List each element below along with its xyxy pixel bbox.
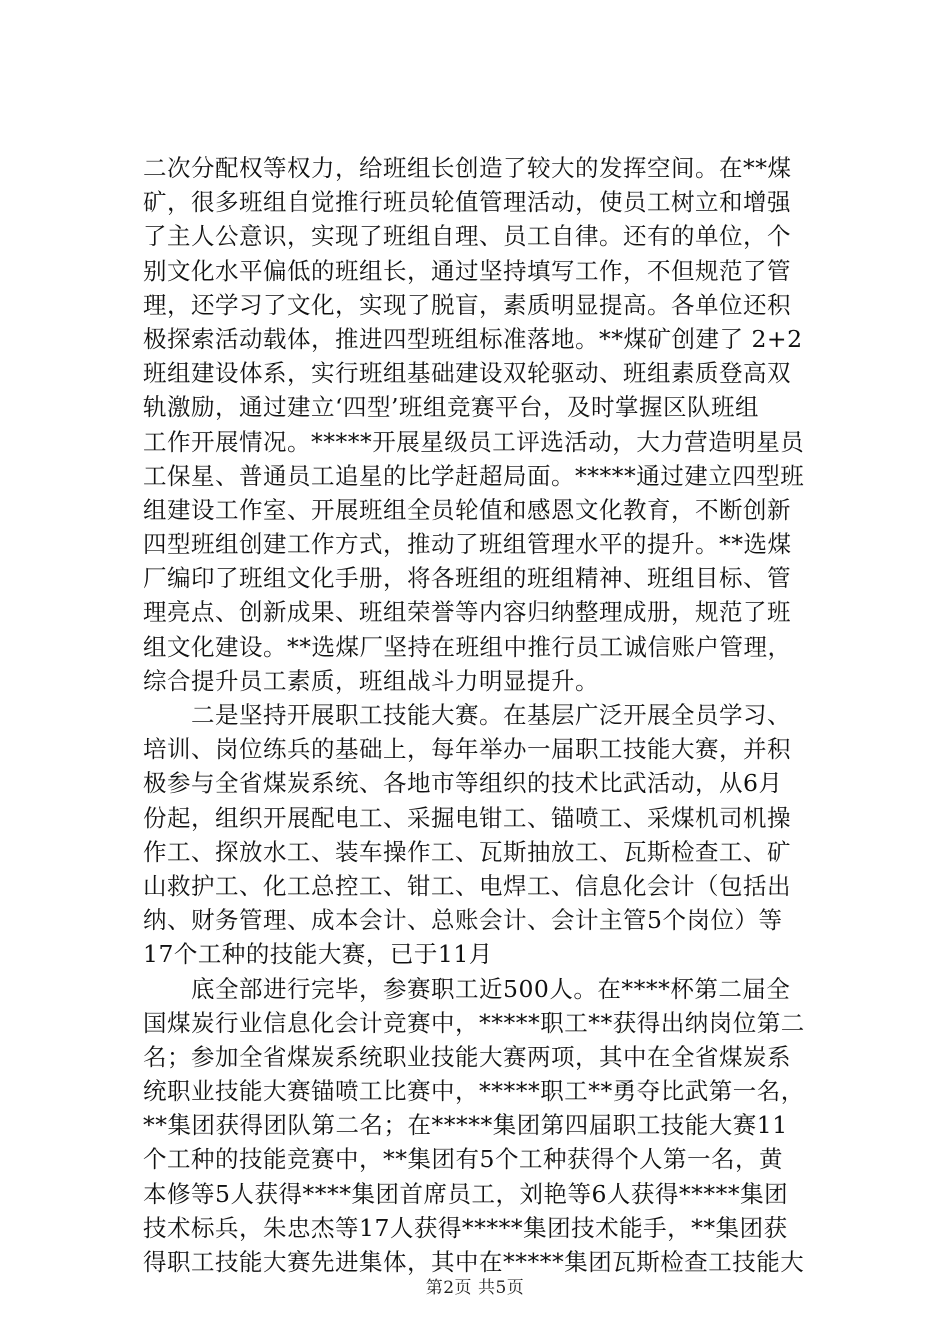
page-number: 第2页 共5页: [425, 1278, 525, 1298]
text-line: 别文化水平偏低的班组长，通过坚持填写工作，不但规范了管: [143, 256, 791, 285]
text-line: 工保星、普通员工追星的比学赶超局面。*****通过建立四型班: [143, 461, 805, 490]
text-line: 四型班组创建工作方式，推动了班组管理水平的提升。**选煤: [143, 530, 792, 559]
text-line: 名；参加全省煤炭系统职业技能大赛两项，其中在全省煤炭系: [143, 1042, 791, 1071]
text-line: 国煤炭行业信息化会计竞赛中，*****职工**获得出纳岗位第二: [143, 1008, 805, 1037]
text-line: 培训、岗位练兵的基础上，每年举办一届职工技能大赛，并积: [143, 735, 791, 764]
text-line: 轨激励，通过建立‘四型’班组竞赛平台，及时掌握区队班组: [143, 393, 759, 422]
text-line: 极参与全省煤炭系统、各地市等组织的技术比武活动，从6月: [143, 769, 783, 798]
text-line: 底全部进行完毕，参赛职工近500人。在****杯第二届全: [143, 974, 791, 1003]
text-line: 17个工种的技能大赛，已于11月: [143, 940, 493, 969]
text-line: 综合提升员工素质，班组战斗力明显提升。: [143, 666, 599, 695]
text-line: 二是坚持开展职工技能大赛。在基层广泛开展全员学习、: [143, 701, 791, 729]
text-line: 工作开展情况。*****开展星级员工评选活动，大力营造明星员: [143, 427, 805, 456]
text-line: 极探索活动载体，推进四型班组标准落地。**煤矿创建了 2+2: [143, 324, 803, 353]
text-line: **集团获得团队第二名；在*****集团第四届职工技能大赛11: [143, 1111, 788, 1140]
text-line: 作工、探放水工、装车操作工、瓦斯抽放工、瓦斯检查工、矿: [143, 837, 791, 866]
text-line: 统职业技能大赛锚喷工比赛中，*****职工**勇夺比武第一名，: [143, 1077, 805, 1106]
text-line: 山救护工、化工总控工、钳工、电焊工、信息化会计（包括出: [143, 871, 791, 900]
text-line: 班组建设体系，实行班组基础建设双轮驱动、班组素质登高双: [143, 359, 791, 388]
text-line: 二次分配权等权力，给班组长创造了较大的发挥空间。在**煤: [143, 154, 792, 182]
text-line: 组建设工作室、开展班组全员轮值和感恩文化教育，不断创新: [143, 495, 791, 524]
text-line: 个工种的技能竞赛中，**集团有5个工种获得个人第一名，黄: [143, 1145, 783, 1174]
document-body: [143, 151, 843, 1279]
text-line: 厂编印了班组文化手册，将各班组的班组精神、班组目标、管: [143, 564, 791, 593]
text-line: 得职工技能大赛先进集体，其中在*****集团瓦斯检查工技能大: [143, 1248, 805, 1276]
text-line: 本修等5人获得****集团首席员工，刘艳等6人获得*****集团: [143, 1179, 789, 1208]
text-line: 了主人公意识，实现了班组自理、员工自律。还有的单位，个: [143, 222, 791, 251]
text-line: 矿，很多班组自觉推行班员轮值管理活动，使员工树立和增强: [143, 188, 791, 217]
text-line: 组文化建设。**选煤厂坚持在班组中推行员工诚信账户管理，: [143, 632, 792, 661]
text-line: 纳、财务管理、成本会计、总账会计、会计主管5个岗位）等: [143, 906, 783, 935]
text-line: 份起，组织开展配电工、采掘电钳工、锚喷工、采煤机司机操: [143, 803, 791, 832]
text-line: 理亮点、创新成果、班组荣誉等内容归纳整理成册，规范了班: [143, 598, 791, 627]
text-line: 理，还学习了文化，实现了脱盲，素质明显提高。各单位还积: [143, 290, 791, 319]
page-footer: [0, 1273, 950, 1298]
text-line: 技术标兵，朱忠杰等17人获得*****集团技术能手，**集团获: [143, 1213, 788, 1242]
